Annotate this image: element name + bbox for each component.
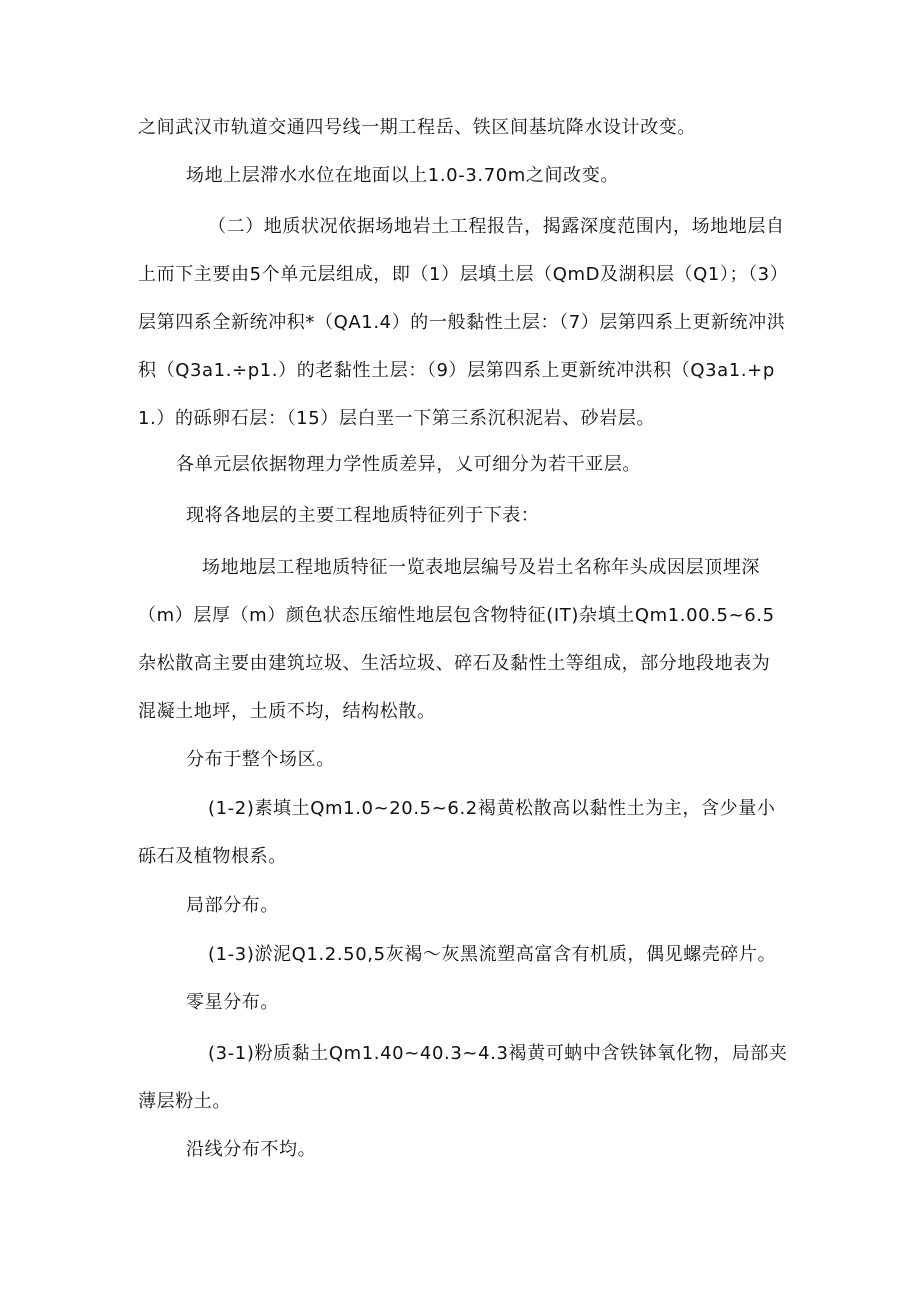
paragraph-7: 分布于整个场区。 bbox=[186, 749, 335, 770]
paragraph-13: 沿线分布不均。 bbox=[186, 1139, 317, 1160]
paragraph-5: 现将各地层的主要工程地质特征列于下表： bbox=[186, 505, 540, 526]
paragraph-6: 场地地层工程地质特征一览表地层编号及岩土名称年头成因层顶埋深（m）层厚（m）颜色状态压缩性地层包含物特征(IT)杂填土Qm1.00.5~6.5杂松散高主要由建筑垃圾、生活垃圾、碎石及黏性土等组成，部分地段地表为混凝土地坪，土质不均，结构松散。 bbox=[138, 557, 775, 722]
paragraph-2: 场地上层滞水水位在地面以上1.0-3.70m之间改变。 bbox=[186, 165, 619, 186]
paragraph-10: (1-3)淤泥Q1.2.50,5灰褐～灰黑流塑高富含有机质，偶见螺壳碎片。 bbox=[208, 944, 777, 965]
paragraph-9: 局部分布。 bbox=[186, 895, 279, 916]
paragraph-8: (1-2)素填土Qm1.0~20.5~6.2褐黄松散高以黏性土为主，含少量小砾石及植物根系。 bbox=[138, 798, 776, 867]
paragraph-4: 各单元层依据物理力学性质差异，乂可细分为若干亚层。 bbox=[176, 454, 641, 475]
paragraph-3: （二）地质状况依据场地岩土工程报告，揭露深度范围内，场地地层自上而下主要由5个单元层组成，即（1）层填土层（QmD及湖积层（Q1）；（3）层第四系全新统冲积*（QA1.4）的一般黏性土层：（7）层第四系上更新统冲洪积（Q3a1.÷p1.）的老黏性土层：（9）层第四系上更新统冲洪积（Q3a1.+p1.）的砾卵石层：（15）层白垩一下第三系沉积泥岩、砂岩层。 bbox=[138, 216, 786, 429]
paragraph-12: (3-1)粉质黏土Qm1.40~40.3~4.3褐黄可蚋中含铁钵氧化物，局部夹薄层粉土。 bbox=[138, 1043, 788, 1112]
paragraph-1: 之间武汉市轨道交通四号线一期工程岳、铁区间基坑降水设计改变。 bbox=[138, 117, 696, 138]
paragraph-11: 零星分布。 bbox=[186, 992, 279, 1013]
